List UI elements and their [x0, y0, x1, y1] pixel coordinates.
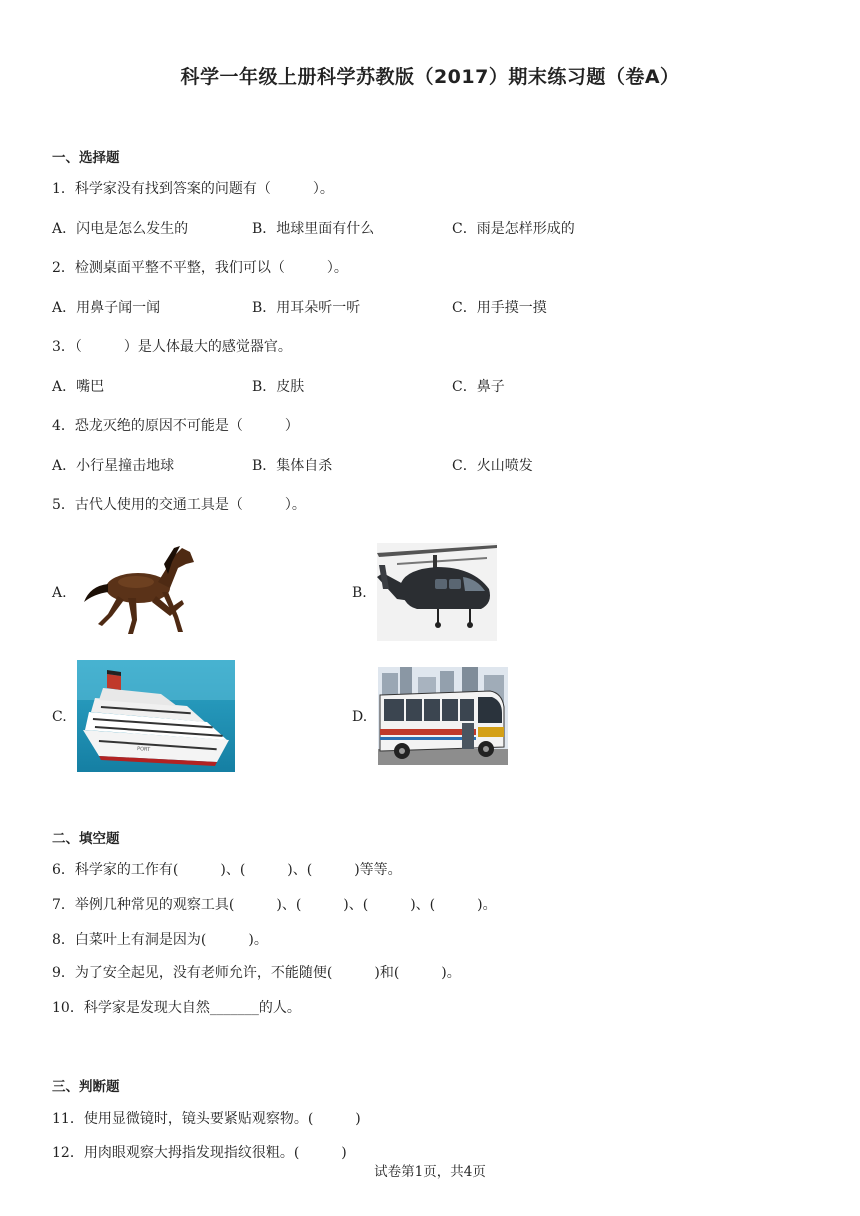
section-heading-choice: 一、选择题 — [52, 150, 120, 166]
question-5-option-a-label: A. — [52, 585, 67, 601]
question-5-option-c-label: C. — [52, 709, 67, 725]
question-3-option-b: B．皮肤 — [252, 379, 305, 395]
question-9: 9．为了安全起见，没有老师允许，不能随便( )和( )。 — [52, 965, 461, 981]
question-7: 7．举例几种常见的观察工具( )、( )、( )、( )。 — [52, 897, 497, 913]
page-footer: 试卷第1页，共4页 — [374, 1164, 486, 1180]
section-heading-fill-in: 二、填空题 — [52, 831, 120, 847]
section-heading-true-false: 三、判断题 — [52, 1079, 120, 1095]
question-11: 11．使用显微镜时，镜头要紧贴观察物。( ) — [52, 1111, 361, 1127]
question-4-option-c: C．火山喷发 — [452, 458, 533, 474]
question-5-stem: 5．古代人使用的交通工具是（ ）。 — [52, 497, 306, 513]
question-12: 12．用肉眼观察大拇指发现指纹很粗。( ) — [52, 1145, 347, 1161]
question-1-option-b: B．地球里面有什么 — [252, 221, 375, 237]
exam-title: 科学一年级上册科学苏教版（2017）期末练习题（卷A） — [180, 66, 680, 88]
bus-image — [378, 667, 508, 765]
question-3-option-c: C．鼻子 — [452, 379, 505, 395]
question-2-option-c: C．用手摸一摸 — [452, 300, 547, 316]
question-2-stem: 2．检测桌面平整不平整，我们可以（ ）。 — [52, 260, 348, 276]
question-5-option-d-label: D. — [352, 709, 368, 725]
question-1-option-c: C．雨是怎样形成的 — [452, 221, 575, 237]
question-8: 8．白菜叶上有洞是因为( )。 — [52, 932, 268, 948]
svg-text:PORT: PORT — [136, 746, 151, 753]
helicopter-image — [377, 543, 497, 641]
question-6: 6．科学家的工作有( )、( )、( )等等。 — [52, 862, 402, 878]
question-2-option-b: B．用耳朵听一听 — [252, 300, 361, 316]
question-3-stem: 3．（ ）是人体最大的感觉器官。 — [52, 339, 292, 355]
question-1-option-a: A．闪电是怎么发生的 — [52, 221, 189, 237]
question-1-stem: 1．科学家没有找到答案的问题有（ ）。 — [52, 181, 334, 197]
question-2-option-a: A．用鼻子闻一闻 — [52, 300, 161, 316]
horse-image — [78, 538, 204, 640]
cruise-ship-image — [77, 660, 235, 772]
question-10: 10．科学家是发现大自然_______的人。 — [52, 1000, 301, 1016]
question-4-option-a: A．小行星撞击地球 — [52, 458, 175, 474]
question-3-option-a: A．嘴巴 — [52, 379, 105, 395]
question-4-option-b: B．集体自杀 — [252, 458, 333, 474]
question-5-option-b-label: B. — [352, 585, 367, 601]
question-4-stem: 4．恐龙灭绝的原因不可能是（ ） — [52, 418, 299, 434]
